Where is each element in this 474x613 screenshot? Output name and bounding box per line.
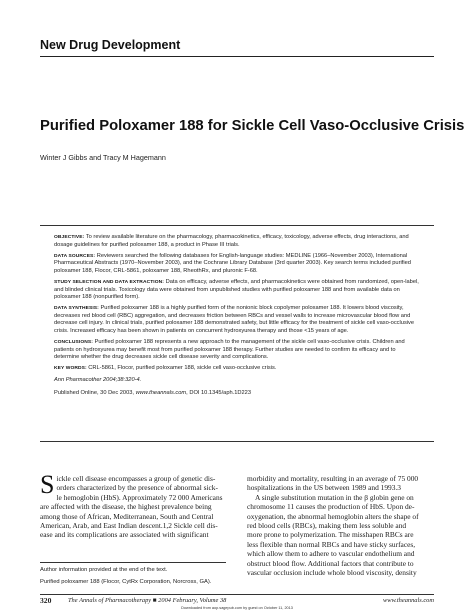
body-line: among those of African, Mediterranean, South and Central bbox=[40, 511, 214, 521]
body-column-left bbox=[40, 470, 226, 540]
footnote-rule bbox=[40, 562, 226, 563]
body-line: ease and its complications are associated with significant bbox=[40, 530, 209, 540]
selection-text: Data on efficacy, adverse effects, and pharmacokinetics were obtained from randomized, open-label, and blinded clinical trials. Toxicology data were obtained from unpublished studies with purified poloxamer 188 and from available data on poloxamer 188 (nonpurified form). bbox=[54, 278, 419, 301]
keywords-label: KEY WORDS: bbox=[54, 366, 87, 372]
page-number: 320 bbox=[40, 596, 52, 605]
body-line: ickle cell disease encompasses a group of genetic dis- bbox=[56, 474, 216, 483]
citation: Ann Pharmacother 2004;38:320-4. bbox=[54, 376, 142, 383]
abstract-synthesis bbox=[54, 305, 420, 335]
objective-text: To review available literature on the pharmacology, pharmacokinetics, efficacy, toxicology, adverse effects, drug interactions, and dosage guidelines for purified poloxamer 188, a product in Phase III trials. bbox=[54, 234, 409, 248]
body-line: le hemoglobin (HbS). Approximately 72 000 Americans bbox=[56, 492, 223, 502]
body-line: which allow them to adhere to vascular endothelium and bbox=[247, 549, 415, 559]
body-line: morbidity and mortality, resulting in an average of 75 000 bbox=[247, 474, 419, 483]
selection-label: STUDY SELECTION AND DATA EXTRACTION: bbox=[54, 279, 165, 285]
sources-label: DATA SOURCES: bbox=[54, 253, 96, 259]
conclusions-label: CONCLUSIONS: bbox=[54, 340, 93, 346]
body-line: obstruct blood flow. Additional factors that contribute to bbox=[247, 558, 414, 568]
abstract-sources bbox=[54, 253, 420, 276]
article-title: Purified Poloxamer 188 for Sickle Cell Vaso-Occlusive Crisis bbox=[40, 118, 465, 134]
section-heading: New Drug Development bbox=[40, 38, 181, 52]
keywords-text: CRL-5861, Flocor, purified poloxamer 188, sickle cell vaso-occlusive crisis. bbox=[88, 365, 277, 372]
body-line: orders characterized by the presence of abnormal sick- bbox=[56, 483, 218, 493]
abstract-selection bbox=[54, 279, 420, 302]
abstract-objective bbox=[54, 234, 420, 249]
published-online bbox=[54, 390, 420, 398]
body-line: less flexible than normal RBCs and have sticky surfaces, bbox=[247, 539, 416, 549]
abstract-keywords bbox=[54, 365, 420, 373]
published-prefix: Published Online, 30 Dec 2003, bbox=[54, 390, 136, 397]
conclusions-text: Purified poloxamer 188 represents a new approach to the management of the sickle cell vaso-occlusive crisis. Children and patients on hydroxyurea may benefit most from purified poloxamer 188 therapy. Further studies are needed to confirm its efficacy and to determine whether the drug decreases sickle cell disease severity and complications. bbox=[54, 339, 405, 361]
body-line: hospitalizations in the US between 1989 and 1993.3 bbox=[247, 483, 401, 493]
body-line: red blood cells (RBCs), making them less soluble and bbox=[247, 521, 407, 531]
footer-rule bbox=[40, 594, 434, 595]
body-line: oxygenation, the abnormal hemoglobin alters the shape of bbox=[247, 511, 419, 521]
body-line: chromosome 11 causes the production of HbS. Upon de- bbox=[247, 502, 415, 512]
abstract-box bbox=[40, 225, 434, 442]
footnote-author-info: Author information provided at the end of the text. bbox=[40, 567, 168, 573]
published-doi: , DOI 10.1345/aph.1D223 bbox=[186, 390, 251, 397]
body-column-right bbox=[247, 474, 433, 577]
published-site-link[interactable]: www.theannals.com bbox=[135, 390, 187, 397]
objective-label: OBJECTIVE: bbox=[54, 235, 85, 240]
journal-site-link[interactable]: www.theannals.com bbox=[382, 597, 434, 604]
synthesis-text: Purified poloxamer 188 is a highly purified form of the nonionic block copolymer poloxamer 188. It lowers blood viscosity, decreases red blood cell (RBC) aggregation, and decreases friction between RBCs and vessel walls to increase microvascular blood flow and decrease cell injury. In clinical trials, purified poloxamer 188 demonstrated safety, but little efficacy for the treatment of sickle cell vaso-occlusive crisis. Increased efficacy has been shown in patients on concurrent hydroxyurea therapy and those <15 years of age. bbox=[54, 305, 415, 335]
footnote-product: Purified poloxamer 188 (Flocor, CytRx Corporation, Norcross, GA). bbox=[40, 579, 212, 585]
drop-cap: S bbox=[40, 470, 55, 499]
body-line: vascular occlusion include whole blood viscosity, density bbox=[247, 568, 417, 578]
synthesis-label: DATA SYNTHESIS: bbox=[54, 306, 99, 312]
body-line: more prone to polymerization. The misshapen RBCs are bbox=[247, 530, 414, 540]
section-rule bbox=[40, 56, 434, 57]
journal-info: The Annals of Pharmacotherapy ■ 2004 February, Volume 38 bbox=[68, 597, 227, 604]
body-line: are affected with the disease, the highest prevalence being bbox=[40, 502, 212, 512]
body-line: American, Arab, and East Indian descent.1,2 Sickle cell dis- bbox=[40, 521, 218, 531]
sources-text: Reviewers searched the following databases for English-language studies: MEDLINE (1966–November 2003), International Pharmaceutical Abstracts (1970–November 2003), and the Cochrane Library Database (3rd quarter 2003). Key search terms included purified poloxamer 188, Flocor, CRL-5861, poloxamer 188, RheothRx, and pluronic F-68. bbox=[54, 252, 411, 274]
abstract-conclusions bbox=[54, 339, 420, 362]
authors: Winter J Gibbs and Tracy M Hagemann bbox=[40, 153, 166, 162]
body-line: A single substitution mutation in the β globin gene on bbox=[255, 492, 414, 502]
download-note: Downloaded from aop.sagepub.com by guest on October 11, 2013 bbox=[181, 606, 293, 610]
